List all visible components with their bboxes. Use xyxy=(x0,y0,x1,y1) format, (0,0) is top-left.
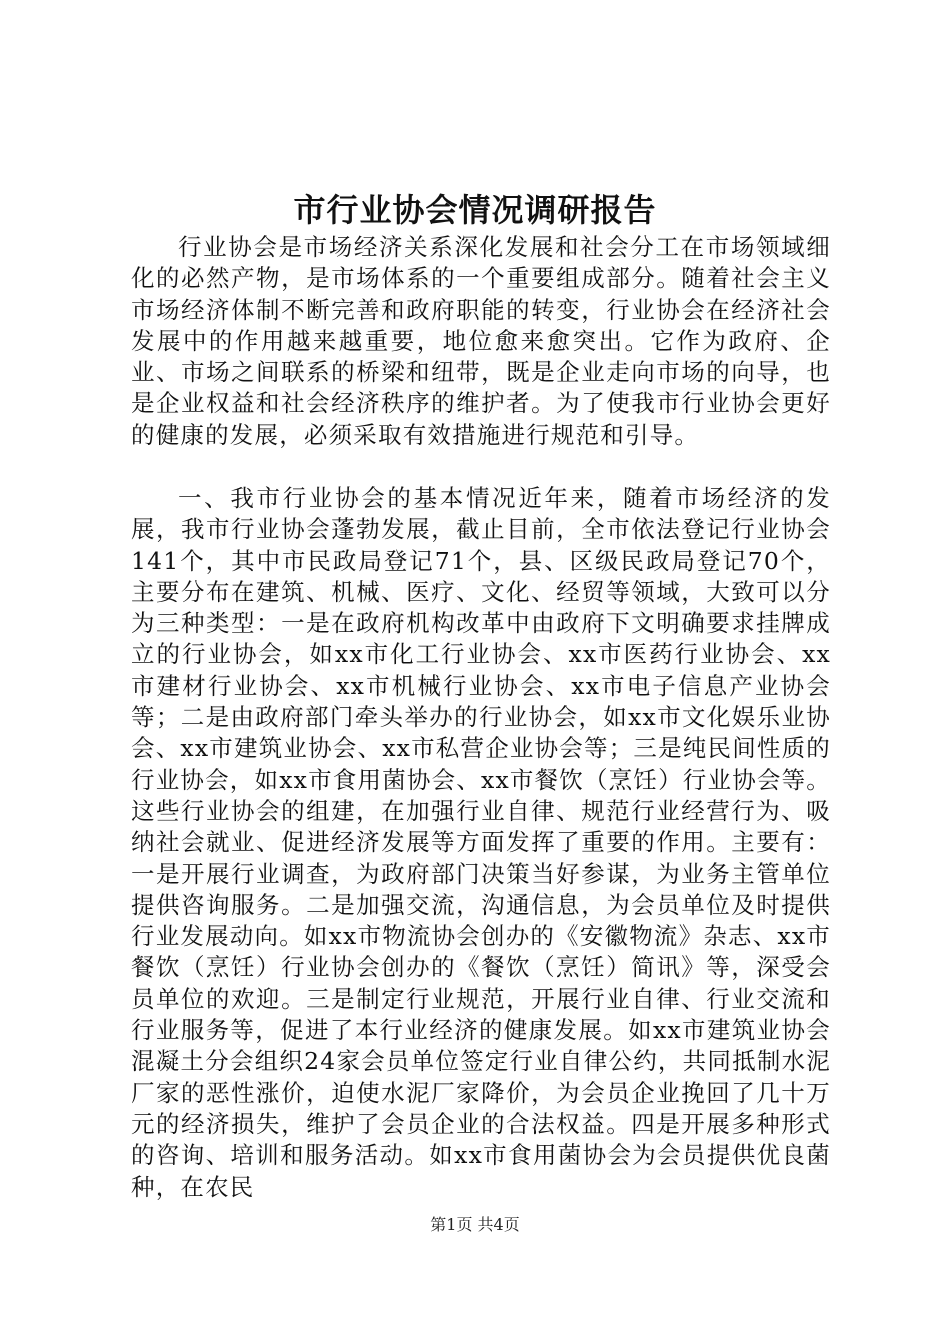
paragraph-intro: 行业协会是市场经济关系深化发展和社会分工在市场领域细化的必然产物，是市场体系的一个重要组成部分。随着社会主义市场经济体制不断完善和政府职能的转变，行业协会在经济社会发展中的作用越来越重要，地位愈来愈突出。它作为政府、企业、市场之间联系的桥梁和纽带，既是企业走向市场的向导，也是企业权益和社会经济秩序的维护者。为了使我市行业协会更好的健康的发展，必须采取有效措施进行规范和引导。 xyxy=(131,233,831,449)
page-footer: 第1页 共4页 xyxy=(430,1215,520,1234)
document-title: 市行业协会情况调研报告 xyxy=(293,191,657,229)
paragraph-basic-situation: 一、我市行业协会的基本情况近年来，随着市场经济的发展，我市行业协会蓬勃发展，截止目前，全市依法登记行业协会141个，其中市民政局登记71个，县、区级民政局登记70个，主要分布在建筑、机械、医疗、文化、经贸等领域，大致可以分为三种类型：一是在政府机构改革中由政府下文明确要求挂牌成立的行业协会，如xx市化工行业协会、xx市医药行业协会、xx市建材行业协会、xx市机械行业协会、xx市电子信息产业协会等；二是由政府部门牵头举办的行业协会，如xx市文化娱乐业协会、xx市建筑业协会、xx市私营企业协会等；三是纯民间性质的行业协会，如xx市食用菌协会、xx市餐饮（烹饪）行业协会等。这些行业协会的组建，在加强行业自律、规范行业经营行为、吸纳社会就业、促进经济发展等方面发挥了重要的作用。主要有：一是开展行业调查，为政府部门决策当好参谋，为业务主管单位提供咨询服务。二是加强交流，沟通信息，为会员单位及时提供行业发展动向。如xx市物流协会创办的《安徽物流》杂志、xx市餐饮（烹饪）行业协会创办的《餐饮（烹饪）简讯》等，深受会员单位的欢迎。三是制定行业规范，开展行业自律、行业交流和行业服务等，促进了本行业经济的健康发展。如xx市建筑业协会混凝土分会组织24家会员单位签定行业自律公约，共同抵制水泥厂家的恶性涨价，迫使水泥厂家降价，为会员企业挽回了几十万元的经济损失，维护了会员企业的合法权益。四是开展多种形式的咨询、培训和服务活动。如xx市食用菌协会为会员提供优良菌种，在农民 xyxy=(131,484,832,1201)
